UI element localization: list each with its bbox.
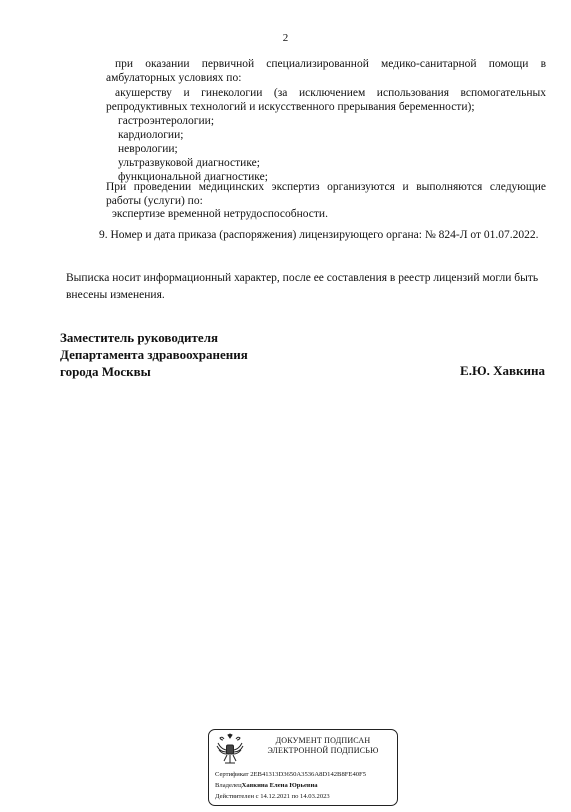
- signatory-title-line-1: Заместитель руководителя: [60, 330, 219, 345]
- obstetrics-line-2: репродуктивных технологий и искусственного прерывания беременности);: [106, 101, 475, 113]
- signatory-name: Е.Ю. Хавкина: [460, 363, 545, 378]
- stamp-title-line-1: ДОКУМЕНТ ПОДПИСАН: [275, 736, 371, 745]
- stamp-owner: [215, 782, 318, 790]
- page-number: 2: [282, 32, 289, 44]
- expertise-line-2: работы (услуги) по:: [106, 195, 203, 207]
- expertise-paragraph: [106, 180, 546, 208]
- order-line: 9. Номер и дата приказа (распоряжения) лицензирующего органа: № 824-Л от 01.07.2022.: [99, 229, 539, 241]
- double-headed-eagle-emblem-icon: [215, 733, 245, 767]
- signatory-title: [60, 329, 248, 380]
- stamp-certificate: [215, 771, 366, 779]
- specialty-item: гастроэнтерологии;: [118, 115, 215, 127]
- informational-note: [66, 270, 548, 304]
- specialty-item: кардиологии;: [118, 129, 184, 141]
- specialty-item: ультразвуковой диагностике;: [118, 157, 260, 169]
- stamp-validity: Действителен с 14.12.2021 по 14.03.2023: [215, 793, 330, 800]
- specialty-item: функциональной диагностике;: [118, 171, 268, 183]
- certificate-value: 2EB41313D3650A3536A8D142B8FE40F5: [250, 771, 366, 778]
- specialty-item: неврологии;: [118, 143, 178, 155]
- note-line-1: Выписка носит информационный характер, после ее составления в реестр лицензий могли быть: [66, 272, 539, 284]
- intro-line-1: при оказании первичной специализированной медико-санитарной помощи в: [115, 58, 546, 70]
- signatory-title-line-3: города Москвы: [60, 364, 151, 379]
- obstetrics-paragraph: [106, 86, 546, 114]
- note-line-2: внесены изменения.: [66, 289, 165, 301]
- intro-line-2: амбулаторных условиях по:: [106, 72, 242, 84]
- owner-label: Владелец: [215, 782, 242, 789]
- stamp-title-line-2: ЭЛЕКТРОННОЙ ПОДПИСЬЮ: [267, 746, 379, 755]
- certificate-label: Сертификат: [215, 771, 249, 778]
- stamp-title: [253, 736, 393, 756]
- intro-paragraph: [106, 57, 546, 85]
- expertise-line-1: При проведении медицинских экспертиз организуются и выполняются следующие: [106, 181, 546, 193]
- electronic-signature-stamp: [208, 729, 398, 806]
- obstetrics-line-1: акушерству и гинекологии (за исключением использования вспомогательных: [115, 87, 546, 99]
- expertise-item: экспертизе временной нетрудоспособности.: [112, 208, 328, 220]
- owner-value: Хавкина Елена Юрьевна: [241, 782, 318, 789]
- signatory-title-line-2: Департамента здравоохранения: [60, 347, 248, 362]
